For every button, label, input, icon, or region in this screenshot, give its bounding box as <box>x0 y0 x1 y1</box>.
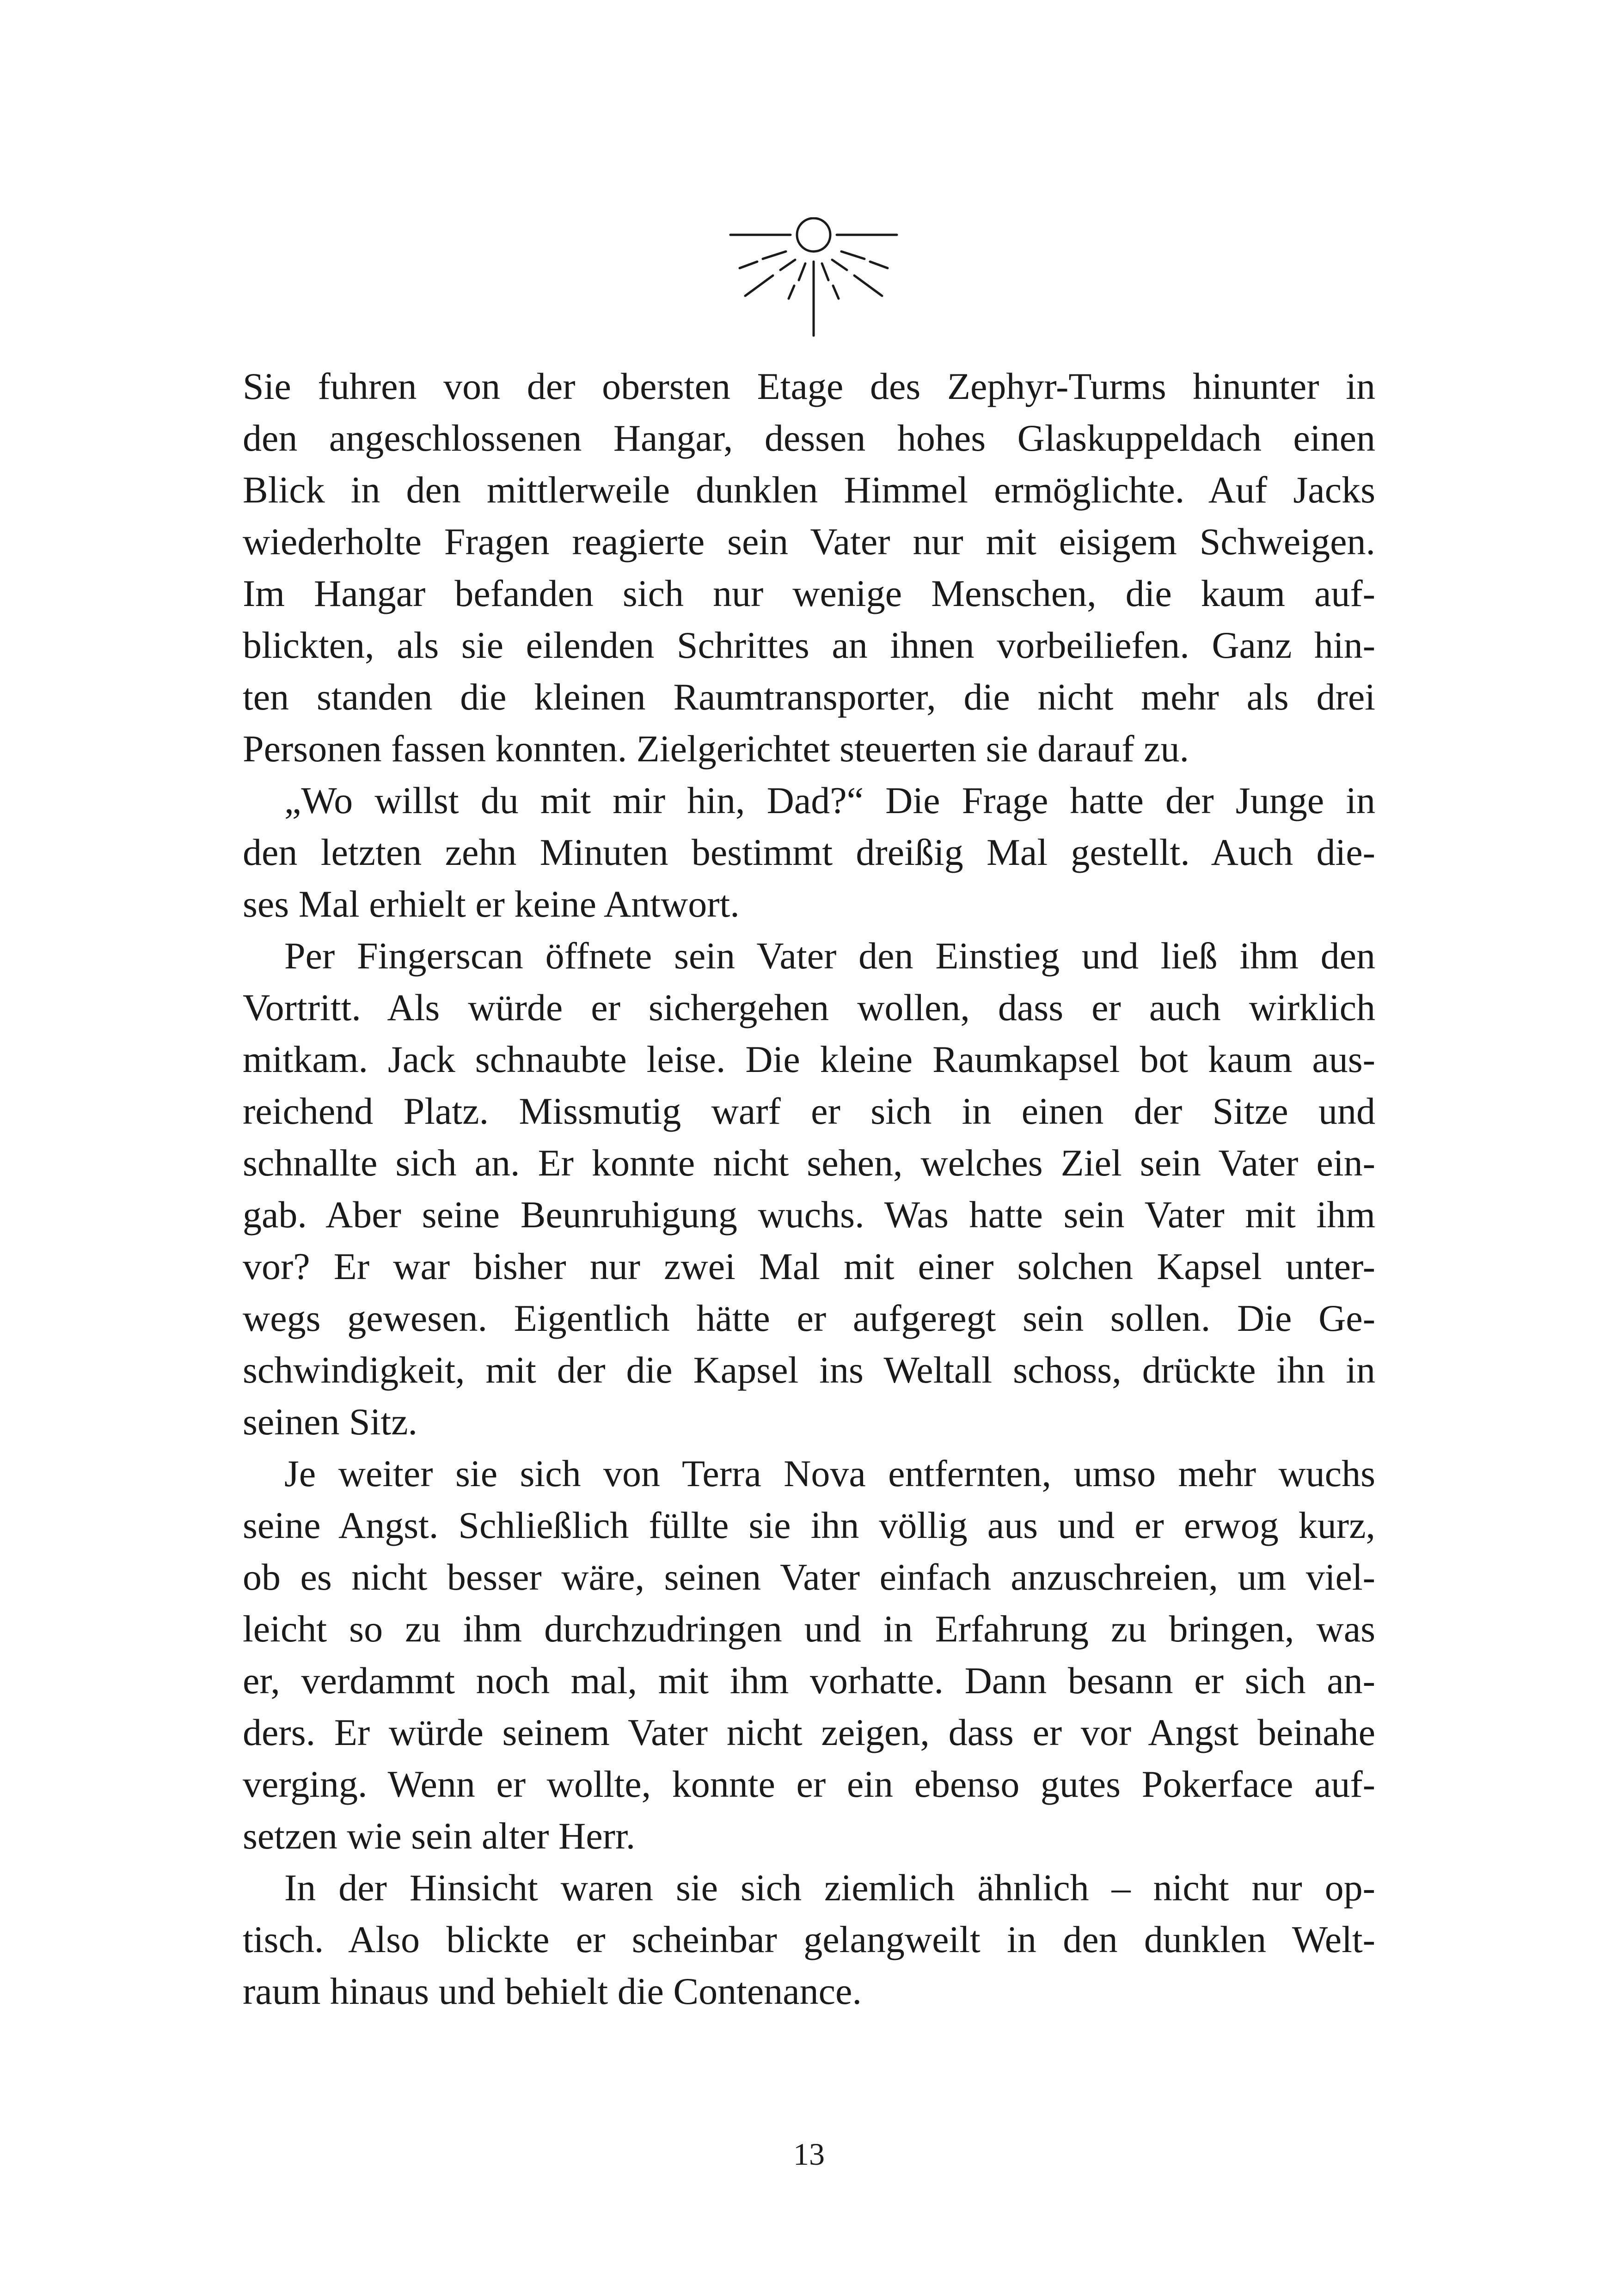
text-line: mitkam. Jack schnaubte leise. Die kleine Raumkapsel bot kaum aus- <box>243 1038 1375 1080</box>
text-line: ten standen die kleinen Raumtransporter, die nicht mehr als drei <box>243 676 1375 718</box>
text-line: Blick in den mittlerweile dunklen Himmel ermöglichte. Auf Jacks <box>243 469 1375 511</box>
text-line: wegs gewesen. Eigentlich hätte er aufgeregt sein sollen. Die Ge- <box>243 1297 1375 1339</box>
paragraph <box>243 775 1375 930</box>
text-line: wiederholte Fragen reagierte sein Vater nur mit eisigem Schweigen. <box>243 520 1375 563</box>
text-line: schwindigkeit, mit der die Kapsel ins Weltall schoss, drückte ihn in <box>243 1349 1375 1391</box>
text-line: Personen fassen konnten. Zielgerichtet steuerten sie darauf zu. <box>243 728 1189 770</box>
text-line: Im Hangar befanden sich nur wenige Menschen, die kaum auf- <box>243 572 1375 614</box>
text-line: reichend Platz. Missmutig warf er sich in einen der Sitze und <box>243 1090 1375 1132</box>
text-line: verging. Wenn er wollte, konnte er ein ebenso gutes Pokerface auf- <box>243 1763 1375 1805</box>
text-line: Sie fuhren von der obersten Etage des Zephyr-Turms hinunter in <box>243 365 1375 407</box>
text-line: blickten, als sie eilenden Schrittes an ihnen vorbeiliefen. Ganz hin- <box>243 624 1375 666</box>
text-line: seine Angst. Schließlich füllte sie ihn völlig aus und er erwog kurz, <box>243 1504 1375 1546</box>
paragraph <box>243 361 1375 775</box>
chapter-text <box>243 361 1375 2017</box>
text-line: vor? Er war bisher nur zwei Mal mit einer solchen Kapsel unter- <box>243 1245 1375 1287</box>
paragraph <box>243 930 1375 1448</box>
text-line: ob es nicht besser wäre, seinen Vater einfach anzuschreien, um viel- <box>243 1556 1375 1598</box>
page-number: 13 <box>793 2137 825 2172</box>
text-line: Vortritt. Als würde er sichergehen wollen, dass er auch wirklich <box>243 986 1375 1029</box>
text-line: seinen Sitz. <box>243 1401 418 1443</box>
text-line: Je weiter sie sich von Terra Nova entfernten, umso mehr wuchs <box>284 1452 1375 1494</box>
paragraph <box>243 1448 1375 1862</box>
text-line: den letzten zehn Minuten bestimmt dreißig Mal gestellt. Auch die- <box>243 831 1375 873</box>
text-line: setzen wie sein alter Herr. <box>243 1815 636 1857</box>
text-line: schnallte sich an. Er konnte nicht sehen, welches Ziel sein Vater ein- <box>243 1142 1375 1184</box>
text-line: den angeschlossenen Hangar, dessen hohes Glaskuppeldach einen <box>243 417 1375 459</box>
paragraph <box>243 1862 1375 2017</box>
text-line: ses Mal erhielt er keine Antwort. <box>243 883 740 925</box>
text-line: Per Fingerscan öffnete sein Vater den Einstieg und ließ ihm den <box>284 935 1375 977</box>
sun-rays-ornament-icon <box>726 217 901 342</box>
text-line: leicht so zu ihm durchzudringen und in Erfahrung zu bringen, was <box>243 1608 1375 1650</box>
text-line: raum hinaus und behielt die Contenance. <box>243 1970 862 2012</box>
text-line: gab. Aber seine Beunruhigung wuchs. Was hatte sein Vater mit ihm <box>243 1194 1375 1236</box>
text-line: tisch. Also blickte er scheinbar gelangweilt in den dunklen Welt- <box>243 1918 1375 1960</box>
text-line: „Wo willst du mit mir hin, Dad?“ Die Frage hatte der Junge in <box>284 779 1375 821</box>
text-line: ders. Er würde seinem Vater nicht zeigen, dass er vor Angst beinahe <box>243 1711 1375 1753</box>
text-line: er, verdammt noch mal, mit ihm vorhatte. Dann besann er sich an- <box>243 1659 1375 1702</box>
text-line: In der Hinsicht waren sie sich ziemlich ähnlich – nicht nur op- <box>284 1867 1375 1909</box>
